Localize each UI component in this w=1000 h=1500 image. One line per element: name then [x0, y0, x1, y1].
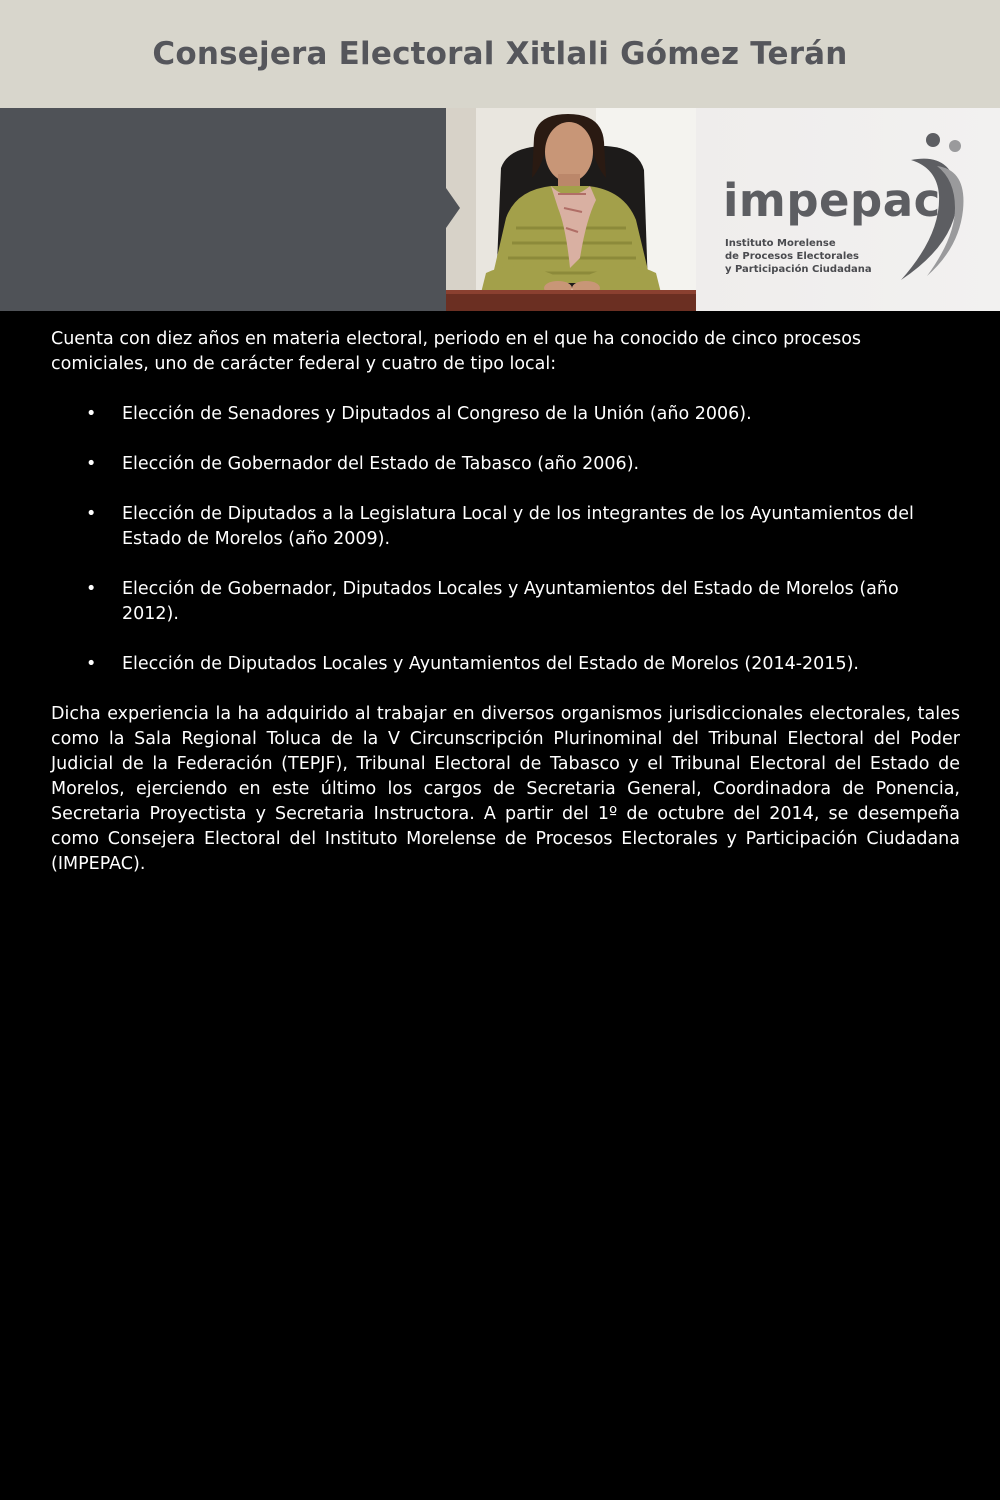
- logo-subtitle-line: Instituto Morelense: [725, 238, 836, 249]
- bullet: •: [86, 579, 97, 599]
- list-item: [51, 452, 960, 477]
- closing-paragraph: Dicha experiencia la ha adquirido al trabajar en diversos organismos jurisdiccionales electorales, tales como la Sala Regional Toluca de la V Circunscripción Plurinominal del Tribunal Electoral del Poder Judicial de la Federación (TEPJF), Tribunal Electoral de Tabasco y el Tribunal Electoral del Estado de Morelos, ejerciendo en este último los cargos de Secretaria General, Coordinadora de Ponencia, Secretaria Proyectista y Secretaria Instructora. A partir del 1º de octubre del 2014, se desempeña como Consejera Electoral del Instituto Morelense de Procesos Electorales y Participación Ciudadana (IMPEPAC).: [51, 704, 960, 874]
- intro-paragraph: Cuenta con diez años en materia electoral, periodo en el que ha conocido de cinco procesos comiciales, uno de carácter federal y cuatro de tipo local:: [51, 329, 862, 374]
- list-item: [51, 402, 960, 427]
- list-item-text: Elección de Diputados a la Legislatura Local y de los integrantes de los Ayuntamientos del Estado de Morelos (año 2009).: [122, 504, 914, 549]
- impepac-logo: [696, 108, 1000, 311]
- biography-content: [51, 327, 960, 877]
- banner-arrow-notch: [446, 188, 460, 228]
- banner: [0, 108, 1000, 311]
- election-list: [51, 402, 960, 677]
- page-title: Consejera Electoral Xitlali Gómez Terán: [152, 36, 848, 72]
- page-header: [0, 0, 1000, 108]
- logo-subtitle-line: y Participación Ciudadana: [725, 264, 872, 275]
- logo-wordmark: impepac: [723, 174, 941, 227]
- list-item-text: Elección de Diputados Locales y Ayuntamientos del Estado de Morelos (2014-2015).: [122, 654, 859, 674]
- logo-subtitle: [725, 237, 872, 276]
- logo-subtitle-line: de Procesos Electorales: [725, 251, 859, 262]
- portrait-photo: [446, 108, 696, 311]
- bullet: •: [86, 454, 97, 474]
- list-item-text: Elección de Senadores y Diputados al Congreso de la Unión (año 2006).: [122, 404, 752, 424]
- bullet: •: [86, 404, 97, 424]
- list-item: [51, 502, 960, 552]
- list-item: [51, 652, 960, 677]
- list-item-text: Elección de Gobernador del Estado de Tabasco (año 2006).: [122, 454, 640, 474]
- banner-dark-panel: [0, 108, 446, 311]
- bullet: •: [86, 504, 97, 524]
- portrait-illustration: [446, 108, 696, 311]
- list-item: [51, 577, 960, 627]
- bullet: •: [86, 654, 97, 674]
- list-item-text: Elección de Gobernador, Diputados Locales y Ayuntamientos del Estado de Morelos (año 2012).: [122, 579, 899, 624]
